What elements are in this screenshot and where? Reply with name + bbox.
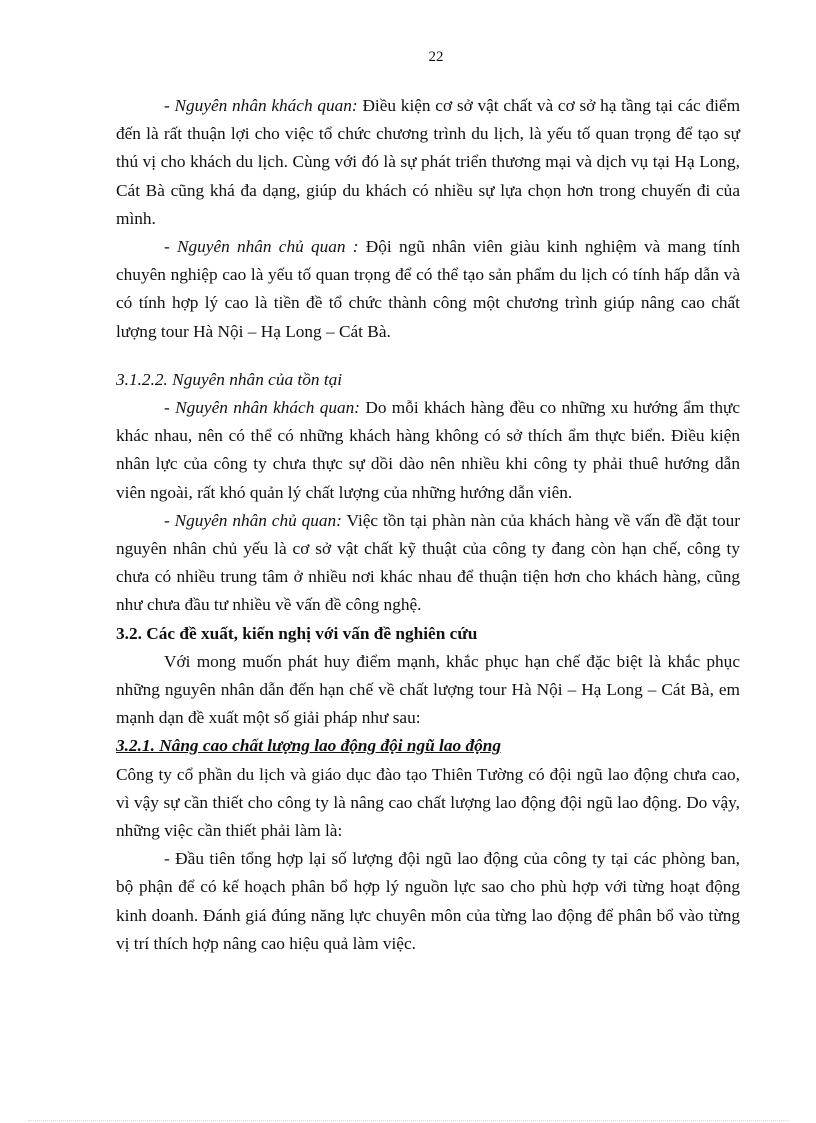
page-bottom-rule	[28, 1120, 788, 1121]
paragraph-subjective-causes-issues	[116, 507, 740, 620]
paragraph-objective-causes	[116, 92, 740, 233]
paragraph-lead: - Nguyên nhân khách quan:	[164, 398, 361, 418]
paragraph-lead: - Nguyên nhân khách quan:	[164, 96, 358, 115]
page-number: 22	[428, 49, 444, 65]
paragraph-text: Việc tồn tại phàn nàn của khách hàng về vấn đề đặt tour nguyên nhân chủ yếu là cơ sở vật chất kỹ thuật của công ty đang còn hạn chế, công ty chưa có nhiều trung tâm ở nhiều nơi khác nhau để thuận tiện hơn cho khách hàng, cũng như chưa đầu tư nhiều về vấn đề công nghệ.	[116, 510, 741, 615]
paragraph-objective-causes-issues	[116, 394, 740, 507]
paragraph-subjective-causes	[116, 233, 740, 346]
paragraph-text: Đội ngũ nhân viên giàu kinh nghiệm và mang tính chuyên nghiệp cao là yếu tố quan trọng để có thể tạo sản phẩm du lịch có tính hấp dẫn và có tính hợp lý cao là tiền đề tổ chức thành công một chương trình giúp nâng cao chất lượng tour Hà Nội – Hạ Long – Cát Bà.	[116, 237, 740, 341]
paragraph-proposals-intro: Với mong muốn phát huy điểm mạnh, khắc phục hạn chế đặc biệt là khắc phục những nguyên nhân dẫn đến hạn chế về chất lượng tour Hà Nội – Hạ Long – Cát Bà, em mạnh dạn đề xuất một số giải pháp như sau:	[116, 651, 740, 728]
document-body	[116, 92, 740, 958]
paragraph-lead: - Nguyên nhân chủ quan:	[164, 510, 342, 530]
heading-3-2-1: 3.2.1. Nâng cao chất lượng lao động đội ngũ lao động	[116, 736, 501, 756]
paragraph-company-workforce: Công ty cổ phần du lịch và giáo dục đào tạo Thiên Tường có đội ngũ lao động chưa cao, vì vậy sự cần thiết cho công ty là nâng cao chất lượng lao động đội ngũ lao động. Do vậy, những việc cần thiết phải làm là:	[116, 764, 740, 841]
heading-3-2: 3.2. Các đề xuất, kiến nghị với vấn đề nghiên cứu	[116, 623, 478, 643]
paragraph-text: Điều kiện cơ sở vật chất và cơ sở hạ tầng tại các điểm đến là rất thuận lợi cho việc tổ chức chương trình du lịch, là yếu tố quan trọng để tạo sự thú vị cho khách du lịch. Cùng với đó là sự phát triển thương mại và dịch vụ tại Hạ Long, Cát Bà cũng khá đa dạng, giúp du khách có nhiều sự lựa chọn hơn trong chuyến đi của mình.	[116, 96, 741, 228]
paragraph-lead: - Nguyên nhân chủ quan :	[164, 237, 359, 257]
paragraph-workforce-steps: - Đầu tiên tổng hợp lại số lượng đội ngũ lao động của công ty tại các phòng ban, bộ phận để có kế hoạch phân bổ hợp lý nguồn lực sao cho phù hợp với từng hoạt động kinh doanh. Đánh giá đúng năng lực chuyên môn của từng lao động để phân bổ vào từng vị trí thích hợp nâng cao hiệu quả làm việc.	[116, 849, 740, 953]
paragraph-text: Do mỗi khách hàng đều co những xu hướng ẩm thực khác nhau, nên có thể có những khách hàng không có sở thích ẩm thực biển. Điều kiện nhân lực của công ty chưa thực sự dồi dào nên nhiều khi công ty phải thuê hướng dẫn viên ngoài, rất khó quản lý chất lượng của những hướng dẫn viên.	[116, 398, 741, 502]
spacer	[116, 346, 740, 366]
heading-3-1-2-2: 3.1.2.2. Nguyên nhân của tồn tại	[116, 369, 343, 389]
